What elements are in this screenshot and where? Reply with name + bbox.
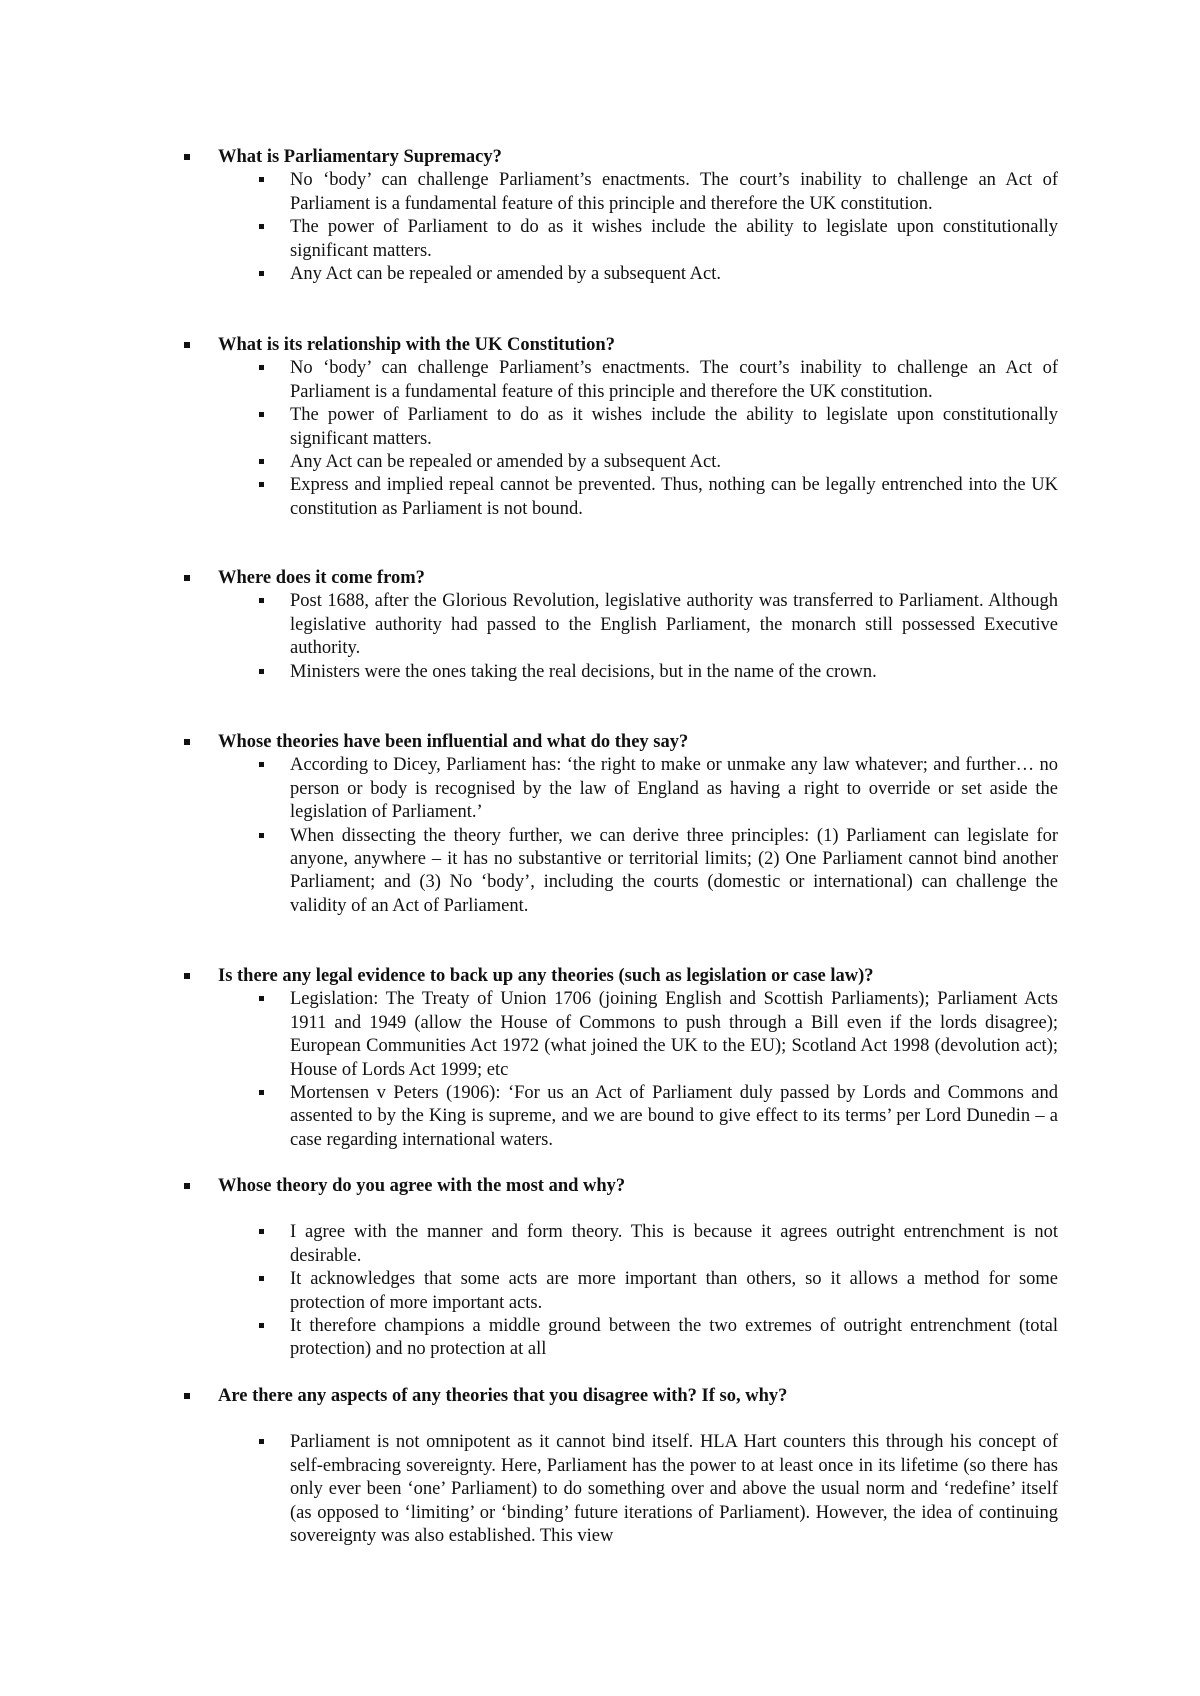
square-bullet-icon — [184, 575, 190, 581]
small-square-bullet-icon — [259, 1090, 264, 1095]
answer-item: It therefore champions a middle ground between the two extremes of outright entrenchment (total protection) and no protection at all — [290, 1315, 1058, 1362]
question-text: Is there any legal evidence to back up any theories (such as legislation or case law)? — [218, 966, 874, 986]
answer-item: Mortensen v Peters (1906): ‘For us an Act of Parliament duly passed by Lords and Commons and assented to by the King is supreme, and we are bound to give effect to its terms’ per Lord Dunedin – a case regarding international waters. — [290, 1082, 1058, 1152]
section-agree-theory — [178, 1175, 1058, 1362]
small-square-bullet-icon — [259, 177, 264, 182]
question-heading — [178, 731, 1058, 754]
question-heading — [178, 1175, 1058, 1198]
question-heading — [178, 965, 1058, 988]
small-square-bullet-icon — [259, 996, 264, 1001]
answer-item: Legislation: The Treaty of Union 1706 (joining English and Scottish Parliaments); Parliament Acts 1911 and 1949 (allow the House of Commons to push through a Bill even if the lords disagree); European Communities Act 1972 (what joined the UK to the EU); Scotland Act 1998 (devolution act); House of Lords Act 1999; etc — [290, 988, 1058, 1082]
square-bullet-icon — [184, 1393, 190, 1399]
question-heading — [178, 1385, 1058, 1408]
answer-list — [178, 1221, 1058, 1361]
answer-list — [178, 590, 1058, 684]
answer-item: No ‘body’ can challenge Parliament’s enactments. The court’s inability to challenge an Act of Parliament is a fundamental feature of this principle and therefore the UK constitution. — [290, 169, 1058, 216]
small-square-bullet-icon — [259, 833, 264, 838]
answer-list — [178, 988, 1058, 1152]
answer-item: The power of Parliament to do as it wishes include the ability to legislate upon constitutionally significant matters. — [290, 216, 1058, 263]
question-heading — [178, 567, 1058, 590]
answer-item: Any Act can be repealed or amended by a subsequent Act. — [290, 263, 1058, 286]
answer-list — [178, 357, 1058, 521]
section-disagree-theory — [178, 1385, 1058, 1548]
small-square-bullet-icon — [259, 669, 264, 674]
section-origin — [178, 567, 1058, 684]
small-square-bullet-icon — [259, 1439, 264, 1444]
square-bullet-icon — [184, 739, 190, 745]
answer-item: Ministers were the ones taking the real decisions, but in the name of the crown. — [290, 661, 1058, 684]
small-square-bullet-icon — [259, 365, 264, 370]
small-square-bullet-icon — [259, 762, 264, 767]
answer-item: The power of Parliament to do as it wishes include the ability to legislate upon constitutionally significant matters. — [290, 404, 1058, 451]
answer-item: No ‘body’ can challenge Parliament’s enactments. The court’s inability to challenge an Act of Parliament is a fundamental feature of this principle and therefore the UK constitution. — [290, 357, 1058, 404]
small-square-bullet-icon — [259, 598, 264, 603]
question-text: Whose theory do you agree with the most and why? — [218, 1176, 626, 1196]
answer-item: Post 1688, after the Glorious Revolution, legislative authority was transferred to Parliament. Although legislative authority had passed to the English Parliament, the monarch still possessed Executive authority. — [290, 590, 1058, 660]
question-text: Where does it come from? — [218, 568, 425, 588]
answer-item: I agree with the manner and form theory. This is because it agrees outright entrenchment is not desirable. — [290, 1221, 1058, 1268]
answer-item: Express and implied repeal cannot be prevented. Thus, nothing can be legally entrenched into the UK constitution as Parliament is not bound. — [290, 474, 1058, 521]
small-square-bullet-icon — [259, 482, 264, 487]
question-text: What is Parliamentary Supremacy? — [218, 147, 502, 167]
question-text: Are there any aspects of any theories that you disagree with? If so, why? — [218, 1386, 788, 1406]
question-text: Whose theories have been influential and what do they say? — [218, 732, 689, 752]
small-square-bullet-icon — [259, 1276, 264, 1281]
small-square-bullet-icon — [259, 1323, 264, 1328]
small-square-bullet-icon — [259, 224, 264, 229]
section-legal-evidence — [178, 965, 1058, 1152]
section-influential-theories — [178, 731, 1058, 918]
section-parliamentary-supremacy — [178, 146, 1058, 286]
answer-list — [178, 754, 1058, 918]
square-bullet-icon — [184, 342, 190, 348]
square-bullet-icon — [184, 973, 190, 979]
small-square-bullet-icon — [259, 412, 264, 417]
section-uk-constitution — [178, 334, 1058, 521]
answer-item: It acknowledges that some acts are more important than others, so it allows a method for some protection of more important acts. — [290, 1268, 1058, 1315]
answer-item: Parliament is not omnipotent as it cannot bind itself. HLA Hart counters this through his concept of self-embracing sovereignty. Here, Parliament has the power to at least once in its lifetime (so there has only ever been ‘one’ Parliament) to do something over and above the usual norm and ‘redefine’ itself (as opposed to ‘limiting’ or ‘binding’ future iterations of Parliament). However, the idea of continuing sovereignty was also established. This view — [290, 1431, 1058, 1548]
answer-item: Any Act can be repealed or amended by a subsequent Act. — [290, 451, 1058, 474]
small-square-bullet-icon — [259, 271, 264, 276]
small-square-bullet-icon — [259, 1229, 264, 1234]
small-square-bullet-icon — [259, 459, 264, 464]
square-bullet-icon — [184, 1183, 190, 1189]
question-heading — [178, 334, 1058, 357]
question-heading — [178, 146, 1058, 169]
answer-list — [178, 169, 1058, 286]
answer-item: When dissecting the theory further, we can derive three principles: (1) Parliament can legislate for anyone, anywhere – it has no substantive or territorial limits; (2) One Parliament cannot bind another Parliament; and (3) No ‘body’, including the courts (domestic or international) can challenge the validity of an Act of Parliament. — [290, 825, 1058, 919]
question-text: What is its relationship with the UK Constitution? — [218, 335, 615, 355]
answer-item: According to Dicey, Parliament has: ‘the right to make or unmake any law whatever; and further… no person or body is recognised by the law of England as having a right to override or set aside the legislation of Parliament.’ — [290, 754, 1058, 824]
answer-list — [178, 1431, 1058, 1548]
square-bullet-icon — [184, 154, 190, 160]
